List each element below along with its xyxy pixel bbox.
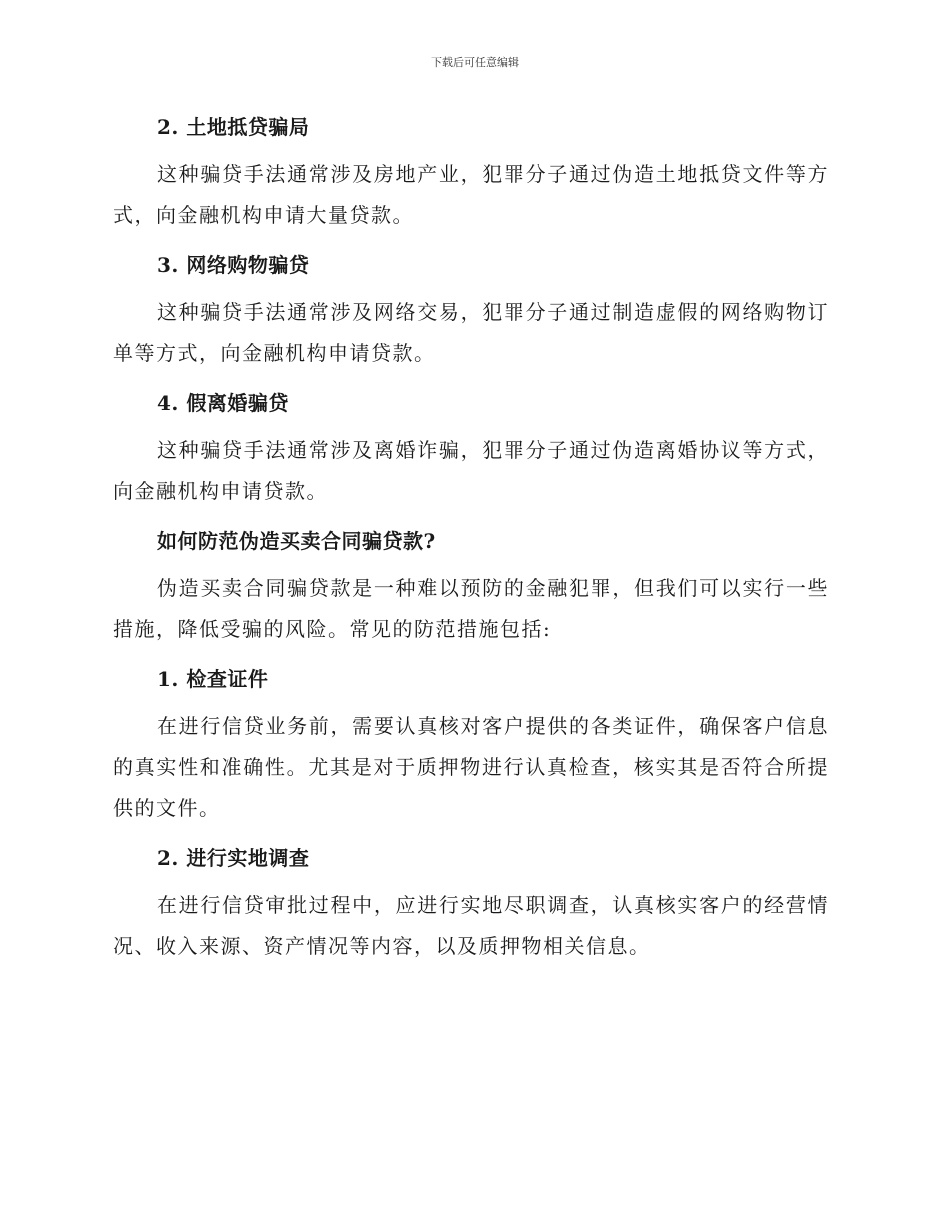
page-header: 下载后可任意编辑 [431,56,519,69]
section-heading: 如何防范伪造买卖合同骗贷款? [157,529,436,553]
section-paragraph: 在进行信贷审批过程中，应进行实地尽职调查，认真核实客户的经营情况、收入来源、资产情况等内容，以及质押物相关信息。 [113,893,829,958]
section-heading: 3. 网络购物骗贷 [157,253,310,277]
document-body [113,112,829,967]
section-paragraph: 这种骗贷手法通常涉及房地产业，犯罪分子通过伪造土地抵贷文件等方式，向金融机构申请大量贷款。 [113,162,829,227]
section-paragraph: 伪造买卖合同骗贷款是一种难以预防的金融犯罪，但我们可以实行一些措施，降低受骗的风险。常见的防范措施包括: [113,576,829,641]
section-heading: 1. 检查证件 [157,667,269,691]
section-heading: 2. 进行实地调查 [157,846,310,870]
section-paragraph: 这种骗贷手法通常涉及网络交易，犯罪分子通过制造虚假的网络购物订单等方式，向金融机构申请贷款。 [113,300,829,365]
section-heading: 4. 假离婚骗贷 [157,391,289,415]
section-paragraph: 这种骗贷手法通常涉及离婚诈骗，犯罪分子通过伪造离婚协议等方式，向金融机构申请贷款。 [113,438,829,503]
section-paragraph: 在进行信贷业务前，需要认真核对客户提供的各类证件，确保客户信息的真实性和准确性。尤其是对于质押物进行认真检查，核实其是否符合所提供的文件。 [113,714,829,820]
section-heading: 2. 土地抵贷骗局 [157,115,310,139]
